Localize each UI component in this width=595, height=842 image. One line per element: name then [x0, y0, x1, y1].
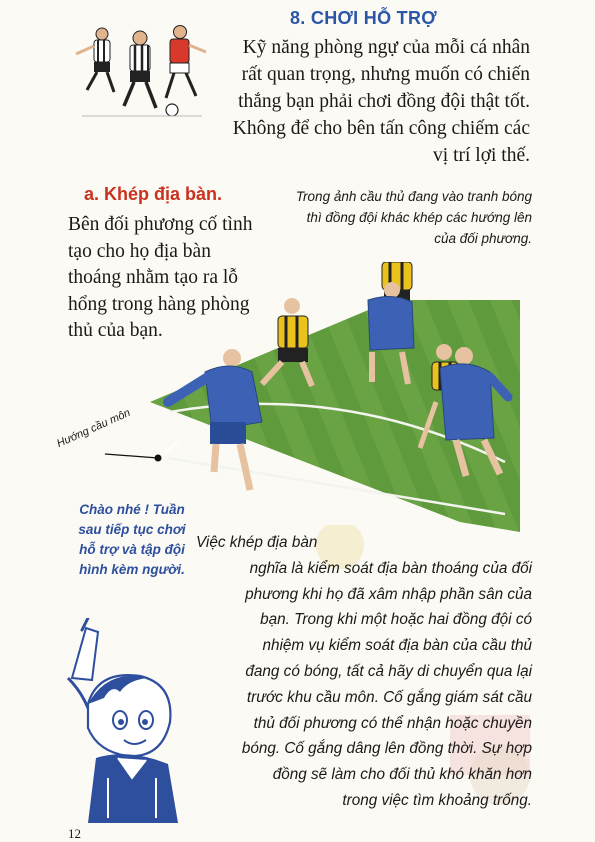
- body-line: thủ đối phương có thể nhận hoặc chuyền: [253, 714, 532, 732]
- subsection-paragraph: Bên đối phương cố tình tạo cho họ địa bàn thoáng nhằm tạo ra lỗ hổng trong hàng phòng thủ của bạn.: [68, 214, 253, 341]
- ball-icon: [166, 104, 178, 116]
- players-running-illustration: [62, 10, 212, 122]
- body-line: bạn. Trong khi một hoặc hai đồng đội có: [260, 611, 532, 629]
- body-line: bóng. Cố gắng dâng lên đồng thời. Sự hợp: [241, 740, 532, 758]
- blue-defender-left: [168, 349, 262, 490]
- body-line: đang có bóng, tất cả hãy di chuyển qua lại: [245, 662, 532, 680]
- striped-player-left: [76, 28, 114, 92]
- intro-paragraph: Kỹ năng phòng ngự của mỗi cá nhân rất quan trọng, nhưng muốn có chiến thắng bạn phải chơi đồng đội thật tốt. Không để cho bên tấn công chiếm các vị trí lợi thế.: [232, 37, 530, 166]
- section-title: 8. CHƠI HỖ TRỢ: [290, 8, 437, 28]
- goal-direction-arrow: [105, 454, 158, 458]
- striped-player-middle: [124, 31, 156, 108]
- red-player-right: [166, 26, 206, 99]
- goal-direction-label: Hướng cầu môn: [55, 406, 133, 450]
- body-line: đồng sẽ làm cho đối thủ khó khăn hơn: [272, 766, 532, 784]
- body-line: trước khu cầu môn. Cố gắng giám sát cầu: [246, 688, 532, 706]
- body-line: Việc khép địa bàn: [196, 534, 318, 551]
- body-line: nghĩa là kiểm soát địa bàn thoáng của đối: [249, 559, 532, 577]
- body-line: trong việc tìm khoảng trống.: [342, 791, 532, 809]
- body-paragraph: [196, 530, 532, 814]
- body-line: nhiệm vụ kiểm soát địa bàn của cầu thủ: [262, 637, 532, 655]
- subsection-heading: a. Khép địa bàn.: [84, 184, 223, 204]
- body-line: phương khi họ đã xâm nhập phần sân của: [245, 585, 532, 603]
- sidebar-greeting: Chào nhé ! Tuần sau tiếp tục chơi hỗ trợ và tập đội hình kèm người.: [78, 502, 186, 577]
- cartoon-character-pointing: [58, 618, 198, 823]
- illustration-caption: Trong ảnh cầu thủ đang vào tranh bóng thì đồng đội khác khép các hướng lên của đối phương.: [295, 189, 532, 246]
- page-number: 12: [68, 826, 81, 841]
